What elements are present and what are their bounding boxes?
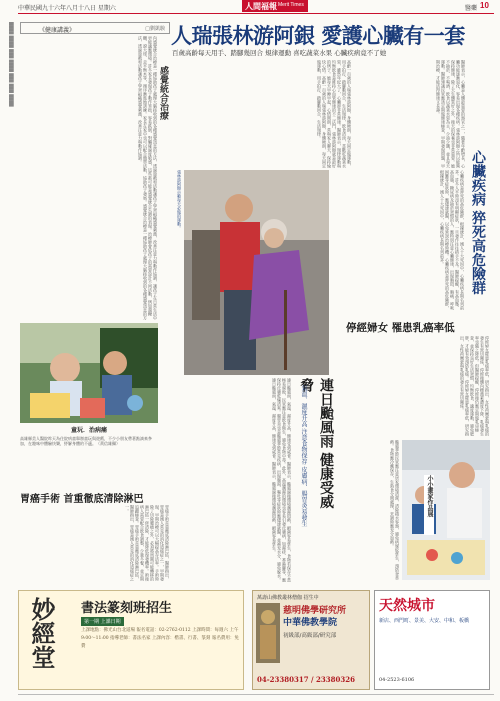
gastric-headline: 胃癌手術 首重徹底清除淋巴 <box>20 494 144 505</box>
ad-buddhist-college <box>252 590 370 690</box>
college-program: 初級部/高級部/研究部 <box>283 633 337 639</box>
tianran-title: 天然城市 <box>379 598 435 614</box>
ad-tianran <box>374 590 490 690</box>
tianran-body: 新店、西門町、景美、大安、中和、板橋 <box>379 618 470 624</box>
college-name-2: 中華佛教學院 <box>283 618 338 628</box>
caption-left-title: 童玩．治病痛 <box>70 427 107 434</box>
college-name-1: 慈明佛學研究所 <box>283 606 347 616</box>
typhoon-subhead: 氣溫、濕度升高 注意食物保存 皮膚病、腸胃炎易發生 <box>300 385 307 527</box>
photo-caption-left <box>20 425 158 489</box>
photo-child-painter <box>402 440 490 580</box>
photo-caption-main: 張林游阿銀示範每天必做的運動。 <box>177 170 182 230</box>
typhoon-body-right: 颱風季節民眾應注意居家環境清潔，清除積水容器，避免病媒蚊孳生，預防登革熱。食物應冷藏保存，生熟食分開處理，烹調時應充分加熱。 <box>390 440 400 580</box>
menopause-headline: 停經婦女 罹患乳癌率低 <box>346 322 455 334</box>
issue-date: 中華民國九十六年八月十八日 星期六 <box>18 5 116 12</box>
masthead-title: 人間福報 <box>245 1 277 11</box>
buddha-image <box>256 603 280 663</box>
column-name: 《健康講義》 <box>39 27 76 34</box>
caption-right-title: 小小畫家作品展 <box>424 475 434 535</box>
calligraphy-details: 上課地點：佛光山台北道場 報名電話：02-2762-0112 上課時間：每週六 上午9:00～11:00 指導老師：書法名家 上課內容：楷書、行書、篆刻 報名費用：免費 <box>81 628 239 649</box>
section-name: 醫藥 <box>465 5 478 12</box>
main-subhead: 百歲高齡每天用手、踏腳幾回合 規律運動 喜吃蔬菜水果 心臟疾病竟不了她 <box>172 49 387 57</box>
typhoon-body-left: 連日颱風雨，氣溫、濕度升高，健康受到威脅。醫師表示，颱風過後環境潮濕悶熱，細菌容易孳生，食物若保存不當極易腐敗，民眾應注意飲食衛生，避免食物中毒。此外，高溫潮濕的環境也容易引發皮膚病，如濕疹、香港腳等，應保持皮膚乾燥清爽。腸胃炎也是颱風季節常見疾病，出現腹瀉、嘔吐等症狀時應儘速就醫，並補充水分，避免脫水。連日颱風雨，氣溫、濕度升高，健康受到威脅。醫師表示，颱風過後環境潮濕悶熱，細菌容易孳生。 <box>272 378 292 582</box>
ad-calligraphy <box>18 590 244 690</box>
calligraphy-title: 書法篆刻班招生 <box>81 601 173 616</box>
calligraphy-subtitle: 第一期 上課日期 <box>81 617 124 626</box>
caption-left-body: 高雄縣美人醫院昨天為住院病童舉辦童玩與遊戲，不少小朋友帶著點滴來參加，在趣味中體驗快樂，紓解身體的不適。（黃信雄攝） <box>20 436 152 446</box>
column-title: 感覺統合治療 <box>158 66 168 120</box>
footer-rule <box>18 694 494 695</box>
column-header <box>20 22 170 34</box>
page-number: 10 <box>480 1 489 10</box>
column-author: □劉凱駿 <box>145 26 165 32</box>
heart-headline: 心臟疾病 猝死高危險群 <box>470 150 486 295</box>
typhoon-headline: 連日颱風雨 健康受威脅 <box>298 378 334 509</box>
gastric-story <box>20 490 170 585</box>
college-top: 萬壽山佛教叢林僧伽 招生中 <box>257 595 319 601</box>
menopause-body: 停經婦女罹患乳癌率低，研究指出，女性荷爾蒙與乳癌的發生有密切關係，停經後體內雌激素濃度下降，乳癌發生率也隨之降低。但醫師提醒，停經後仍應定期做乳房檢查，並保持良好生活習慣，均衡飲食、適度運動、避免肥胖，才能有效預防乳癌。停經婦女罹患乳癌率低，研究指出，女性荷爾蒙與乳癌的發生有密切關係。 <box>460 336 490 436</box>
main-story-body-right: 醫師表示，心臟是人體最重要的器官之一，隨著年齡增長，心臟功能逐漸退化，容易出現各種疾病。張林游阿銀之所以能夠保持健康，除了天生體質好之外，後天的保養也非常重要。她不抽菸、不喝酒，飲食以蔬菜水果為主，少油少鹽，並且每天運動。醫師建議民眾應該定期做健康檢查，早期發現問題，早期治療，才能活得健康又長壽。 <box>436 60 466 168</box>
column-body: 內感覺統合治療是一種協助孩子處理大腦接收到的各種感覺訊息的方法，透過遊戲和活動讓孩子學習組織感覺刺激，改善注意力與動作協調，讓孩子在日常生活中更能適應環境。許多家長發現孩子動作笨拙、容易跌倒、對觸碰過度敏感，這些都可能是感覺統合失調的表現。治療師會依孩子的需要設計不同活動，例如盪鞦韆、滾大球、走平衡木等，循序漸進地訓練。家長在家中也可以配合簡單活動，協助孩子發展。感覺統合治療是一種協助孩子處理大腦接收到的各種感覺訊息的方法，透過遊戲和活動讓孩子學習組織感覺刺激，改善注意力與動作協調。 <box>138 36 158 320</box>
page-header <box>18 0 494 13</box>
main-story-body-top: 高齡一百歲的人瑞張林游阿銀，身體硬朗，每天固定做運動，用手拍打、踏腳數回合，生活規律，飲食清淡，喜歡吃蔬菜水果，雖然年紀大了，心臟卻非常健康。醫師表示，規律運動與均衡飲食是維持心血管健康的不二法門，張林游阿銀就是最好的例子。她每天早睡早起，心情開朗，常與家人聊天，保持愉快心情。高齡一百歲的人瑞張林游阿銀，身體硬朗，每天固定做運動，用手拍打、踏腳數回合，生活規律。 <box>317 60 352 168</box>
masthead <box>242 0 308 12</box>
header-rule <box>18 13 494 14</box>
calligraphy-brand: 妙經堂 <box>27 597 56 669</box>
column-box <box>20 22 170 322</box>
photo-children-toys <box>20 323 158 423</box>
margin-text: ████ ████ ███ ████ ███ ███ ████ <box>9 22 14 107</box>
masthead-english: Merit Times <box>278 2 304 8</box>
tianran-phone: 04-2523-6106 <box>379 677 415 683</box>
heart-body: 心臟疾病是猝死的高危險群，根據統計，國人十大死因中，心臟疾病長期名列前茅。許多人平時沒有明顯症狀，一旦發作往往措手不及。醫師提醒，有高血壓、高血脂、糖尿病及抽菸習慣的人，應特別注意心臟健康，出現胸悶、胸痛、呼吸困難等症狀時，應儘速就醫，以免延誤治療時機。心臟疾病是猝死的高危險群，根據統計，國人十大死因中，心臟疾病長期名列前茅。 <box>440 170 465 310</box>
photo-centenarian <box>184 170 329 375</box>
main-headline: 人瑞張林游阿銀 愛護心臟有一套 <box>171 23 465 48</box>
college-phone: 04-23380317 / 23380326 <box>257 675 356 684</box>
gastric-body: 胃癌手術首重徹底清除淋巴結，醫師指出，胃癌是國人常見的消化道癌症之一，早期發現、早期治療可以大幅提高存活率。手術時除了切除腫瘤之外，必須將周圍可能轉移的淋巴結一併清除，才能降低復發機率。術後病人需要配合飲食調整，少量多餐，並定期追蹤檢查。胃癌手術首重徹底清除淋巴結，醫師指出，胃癌是國人常見的消化道癌症之一。 <box>125 505 170 581</box>
